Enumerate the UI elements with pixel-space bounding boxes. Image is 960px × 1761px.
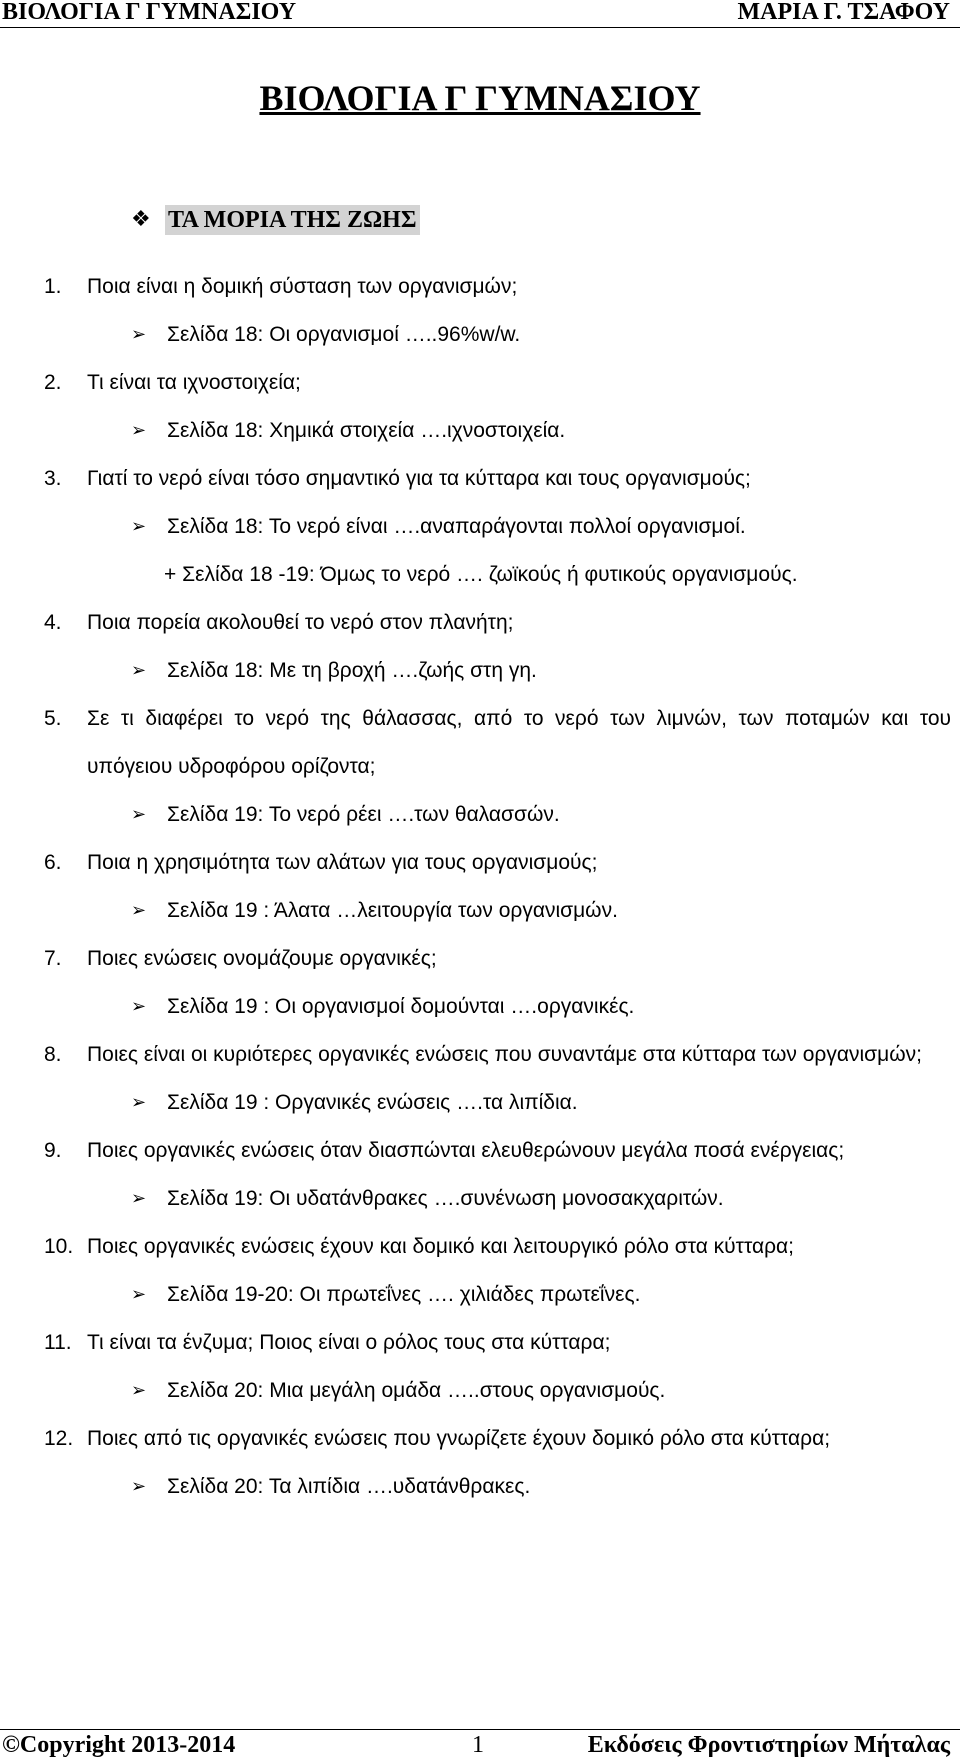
section-heading: [131, 205, 420, 235]
answer-extra: + Σελίδα 18 -19: Όμως το νερό …. ζωϊκούς ή φυτικούς οργανισμούς.: [164, 563, 798, 586]
question-text: Γιατί το νερό είναι τόσο σημαντικό για τα κύτταρα και τους οργανισμούς;: [87, 467, 751, 490]
arrow-bullet-icon: ➢: [131, 1380, 147, 1401]
question-item: [0, 947, 960, 971]
question-item: [0, 611, 960, 635]
question-number: 4.: [44, 611, 62, 634]
question-number: 1.: [44, 275, 62, 298]
answer-item: [0, 323, 960, 347]
arrow-bullet-icon: ➢: [131, 1284, 147, 1305]
answer-text: Σελίδα 19 : Οι οργανισμοί δομούνται ….οργανικές.: [167, 995, 635, 1018]
arrow-bullet-icon: ➢: [131, 1188, 147, 1209]
answer-text: Σελίδα 19: Οι υδατάνθρακες ….συνένωση μονοσακχαριτών.: [167, 1187, 724, 1210]
answer-text: Σελίδα 20: Μια μεγάλη ομάδα …..στους οργανισμούς.: [167, 1379, 666, 1402]
question-text: Ποιες ενώσεις ονομάζουμε οργανικές;: [87, 947, 437, 970]
answer-item: [0, 1475, 960, 1499]
answer-text: Σελίδα 19 : Οργανικές ενώσεις ….τα λιπίδια.: [167, 1091, 578, 1114]
question-number: 9.: [44, 1139, 62, 1162]
answer-item: [0, 659, 960, 683]
answer-item: [0, 899, 960, 923]
question-text: Σε τι διαφέρει το νερό της θάλασσας, από το νερό των λιμνών, των ποταμών και του υπόγειου υδροφόρου ορίζοντα;: [87, 707, 951, 778]
question-text: Ποια είναι η δομική σύσταση των οργανισμών;: [87, 275, 518, 298]
question-item: [0, 1235, 960, 1259]
arrow-bullet-icon: ➢: [131, 420, 147, 441]
arrow-bullet-icon: ➢: [131, 804, 147, 825]
question-text: Ποιες οργανικές ενώσεις έχουν και δομικό και λειτουργικό ρόλο στα κύτταρα;: [87, 1235, 795, 1258]
answer-text: Σελίδα 18: Χημικά στοιχεία ….ιχνοστοιχεία.: [167, 419, 566, 442]
question-number: 6.: [44, 851, 62, 874]
answer-item: [0, 419, 960, 443]
diamond-bullet-icon: ❖: [131, 207, 151, 232]
answer-text: Σελίδα 19: Το νερό ρέει ….των θαλασσών.: [167, 803, 560, 826]
arrow-bullet-icon: ➢: [131, 996, 147, 1017]
footer-publisher: Εκδόσεις Φροντιστηρίων Μήταλας: [587, 1732, 950, 1758]
question-item: [0, 1031, 960, 1079]
answer-text: Σελίδα 19-20: Οι πρωτεΐνες …. χιλιάδες πρωτεΐνες.: [167, 1283, 641, 1306]
answer-item: [0, 515, 960, 539]
footer-divider: [0, 1729, 960, 1730]
answer-text: Σελίδα 20: Τα λιπίδια ….υδατάνθρακες.: [167, 1475, 531, 1498]
question-number: 11.: [44, 1331, 72, 1354]
question-item: [0, 695, 960, 791]
question-item: [0, 275, 960, 299]
answer-text: Σελίδα 18: Το νερό είναι ….αναπαράγονται πολλοί οργανισμοί.: [167, 515, 746, 538]
answer-item: [0, 803, 960, 827]
answer-item: [0, 995, 960, 1019]
arrow-bullet-icon: ➢: [131, 900, 147, 921]
header-divider: [0, 27, 960, 28]
answer-text: Σελίδα 18: Με τη βροχή ….ζωής στη γη.: [167, 659, 537, 682]
arrow-bullet-icon: ➢: [131, 1092, 147, 1113]
page-number: 1: [472, 1732, 484, 1758]
question-number: 3.: [44, 467, 62, 490]
question-text: Ποιες είναι οι κυριότερες οργανικές ενώσεις που συναντάμε στα κύτταρα των οργανισμών;: [87, 1043, 922, 1066]
question-number: 5.: [44, 707, 62, 730]
answer-item: [0, 1187, 960, 1211]
question-text: Ποιες από τις οργανικές ενώσεις που γνωρίζετε έχουν δομικό ρόλο στα κύτταρα;: [87, 1427, 831, 1450]
answer-item: [0, 1091, 960, 1115]
page-footer: [0, 1732, 960, 1760]
page-title: ΒΙΟΛΟΓΙΑ Γ ΓΥΜΝΑΣΙΟΥ: [259, 78, 701, 118]
question-number: 7.: [44, 947, 62, 970]
question-text: Ποια πορεία ακολουθεί το νερό στον πλανήτη;: [87, 611, 514, 634]
answer-item: [0, 1283, 960, 1307]
question-number: 2.: [44, 371, 62, 394]
question-item: [0, 1331, 960, 1355]
arrow-bullet-icon: ➢: [131, 516, 147, 537]
question-item: [0, 1127, 960, 1175]
answer-item: [0, 1379, 960, 1403]
question-item: [0, 851, 960, 875]
section-title: ΤΑ ΜΟΡΙΑ ΤΗΣ ΖΩΗΣ: [165, 205, 420, 235]
header-subject: ΒΙΟΛΟΓΙΑ Γ ΓΥΜΝΑΣΙΟΥ: [2, 0, 297, 25]
arrow-bullet-icon: ➢: [131, 1476, 147, 1497]
question-number: 8.: [44, 1043, 62, 1066]
question-text: Τι είναι τα ιχνοστοιχεία;: [87, 371, 301, 394]
arrow-bullet-icon: ➢: [131, 324, 147, 345]
page-header: [0, 0, 960, 26]
question-item: [0, 371, 960, 395]
question-text: Τι είναι τα ένζυμα; Ποιος είναι ο ρόλος τους στα κύτταρα;: [87, 1331, 611, 1354]
question-number: 12.: [44, 1427, 74, 1450]
question-number: 10.: [44, 1235, 74, 1258]
question-item: [0, 467, 960, 491]
answer-text: Σελίδα 19 : Άλατα …λειτουργία των οργανισμών.: [167, 899, 618, 922]
header-author: ΜΑΡΙΑ Γ. ΤΣΑΦΟΥ: [737, 0, 950, 25]
question-list: [0, 275, 960, 1523]
question-item: [0, 1415, 960, 1463]
question-text: Ποια η χρησιμότητα των αλάτων για τους οργανισμούς;: [87, 851, 598, 874]
answer-text: Σελίδα 18: Οι οργανισμοί …..96%w/w.: [167, 323, 521, 346]
arrow-bullet-icon: ➢: [131, 660, 147, 681]
footer-copyright: ©Copyright 2013-2014: [2, 1732, 236, 1758]
question-text: Ποιες οργανικές ενώσεις όταν διασπώνται ελευθερώνουν μεγάλα ποσά ενέργειας;: [87, 1139, 845, 1162]
